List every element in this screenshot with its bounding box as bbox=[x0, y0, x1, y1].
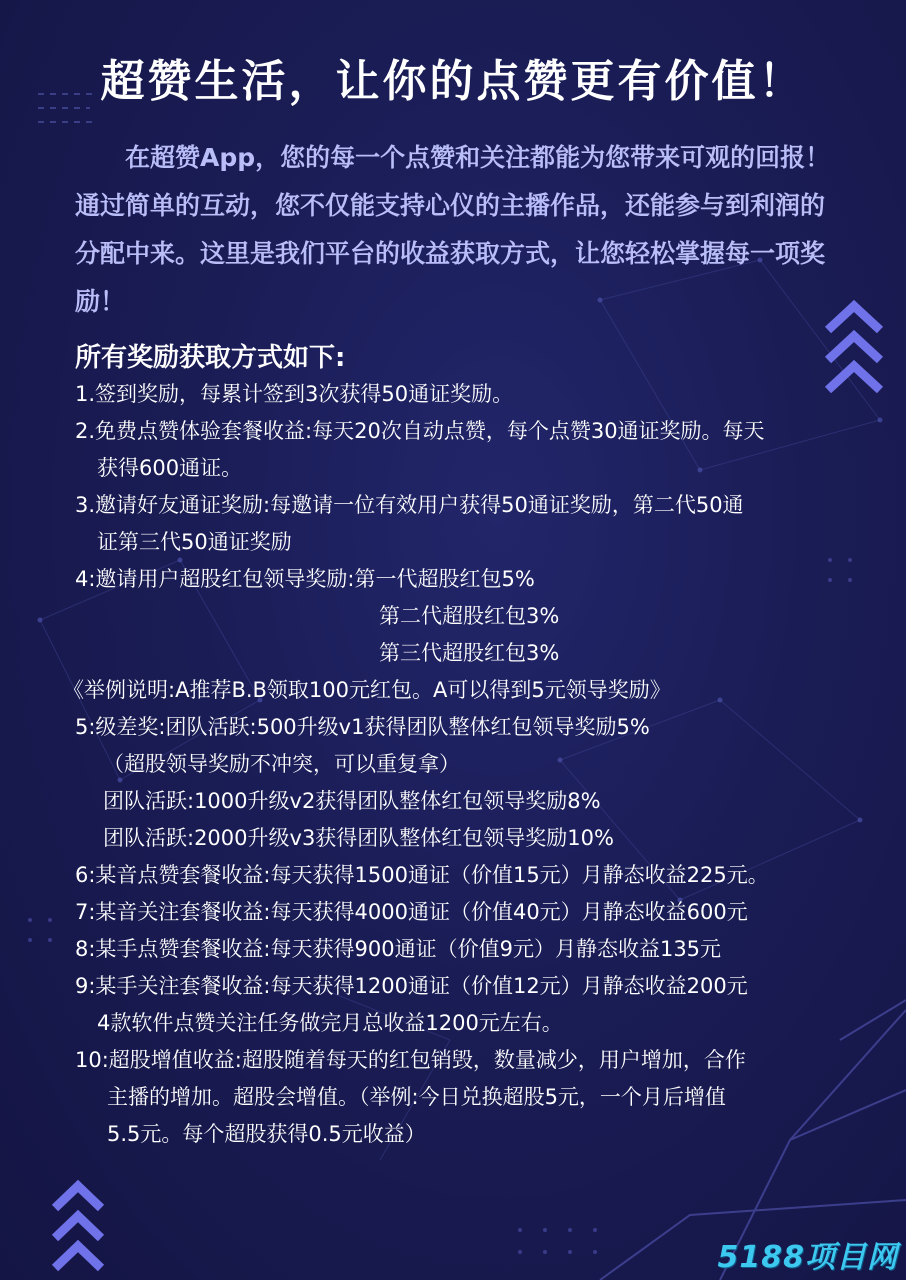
reward-item-3-continuation: 证第三代50通证奖励 bbox=[97, 530, 292, 554]
reward-item-2-continuation: 获得600通证。 bbox=[97, 456, 243, 480]
reward-item-10-continuation-2: 5.5元。每个超股获得0.5元收益） bbox=[107, 1122, 426, 1146]
reward-item-10: 10:超股增值收益:超股随着每天的红包销毁，数量减少，用户增加，合作 bbox=[75, 1048, 746, 1072]
reward-item-1: 1.签到奖励，每累计签到3次获得50通证奖励。 bbox=[75, 382, 514, 406]
triple-chevron-up-icon bbox=[50, 1176, 106, 1280]
rewards-heading: 所有奖励获取方式如下: bbox=[75, 343, 346, 373]
reward-item-5-v3: 团队活跃:2000升级v3获得团队整体红包领导奖励10% bbox=[103, 826, 614, 850]
reward-item-4-third-gen: 第三代超股红包3% bbox=[379, 641, 560, 665]
reward-item-4-second-gen: 第二代超股红包3% bbox=[379, 604, 560, 628]
reward-item-2: 2.免费点赞体验套餐收益:每天20次自动点赞，每个点赞30通证奖励。每天 bbox=[75, 419, 765, 443]
poster-title: 超赞生活，让你的点赞更有价值！ bbox=[100, 56, 806, 107]
reward-item-4: 4:邀请用户超股红包领导奖励:第一代超股红包5% bbox=[75, 567, 535, 591]
reward-item-5-v2: 团队活跃:1000升级v2获得团队整体红包领导奖励8% bbox=[103, 789, 601, 813]
reward-item-9-total: 4款软件点赞关注任务做完月总收益1200元左右。 bbox=[97, 1011, 563, 1035]
reward-item-10-continuation-1: 主播的增加。超股会增值。（举例:今日兑换超股5元，一个月后增值 bbox=[107, 1085, 726, 1109]
reward-item-6: 6:某音点赞套餐收益:每天获得1500通证（价值15元）月静态收益225元。 bbox=[75, 863, 769, 887]
reward-item-9: 9:某手关注套餐收益:每天获得1200通证（价值12元）月静态收益200元 bbox=[75, 974, 748, 998]
reward-item-8: 8:某手点赞套餐收益:每天获得900通证（价值9元）月静态收益135元 bbox=[75, 937, 722, 961]
reward-item-5-note: （超股领导奖励不冲突，可以重复拿） bbox=[103, 752, 460, 776]
rewards-list bbox=[63, 376, 835, 1153]
reward-item-5: 5:级差奖:团队活跃:500升级v1获得团队整体红包领导奖励5% bbox=[75, 715, 650, 739]
reward-item-3: 3.邀请好友通证奖励:每邀请一位有效用户获得50通证奖励，第二代50通 bbox=[75, 493, 744, 517]
intro-paragraph: 在超赞App，您的每一个点赞和关注都能为您带来可观的回报！通过简单的互动，您不仅能支持心仪的主播作品，还能参与到利润的分配中来。这里是我们平台的收益获取方式，让您轻松掌握每一项奖励！ bbox=[75, 143, 831, 316]
reward-item-7: 7:某音关注套餐收益:每天获得4000通证（价值40元）月静态收益600元 bbox=[75, 900, 748, 924]
reward-example: 《举例说明:A推荐B.B领取100元红包。A可以得到5元领导奖励》 bbox=[63, 678, 671, 702]
site-watermark: 5188项目网 bbox=[717, 1240, 898, 1275]
